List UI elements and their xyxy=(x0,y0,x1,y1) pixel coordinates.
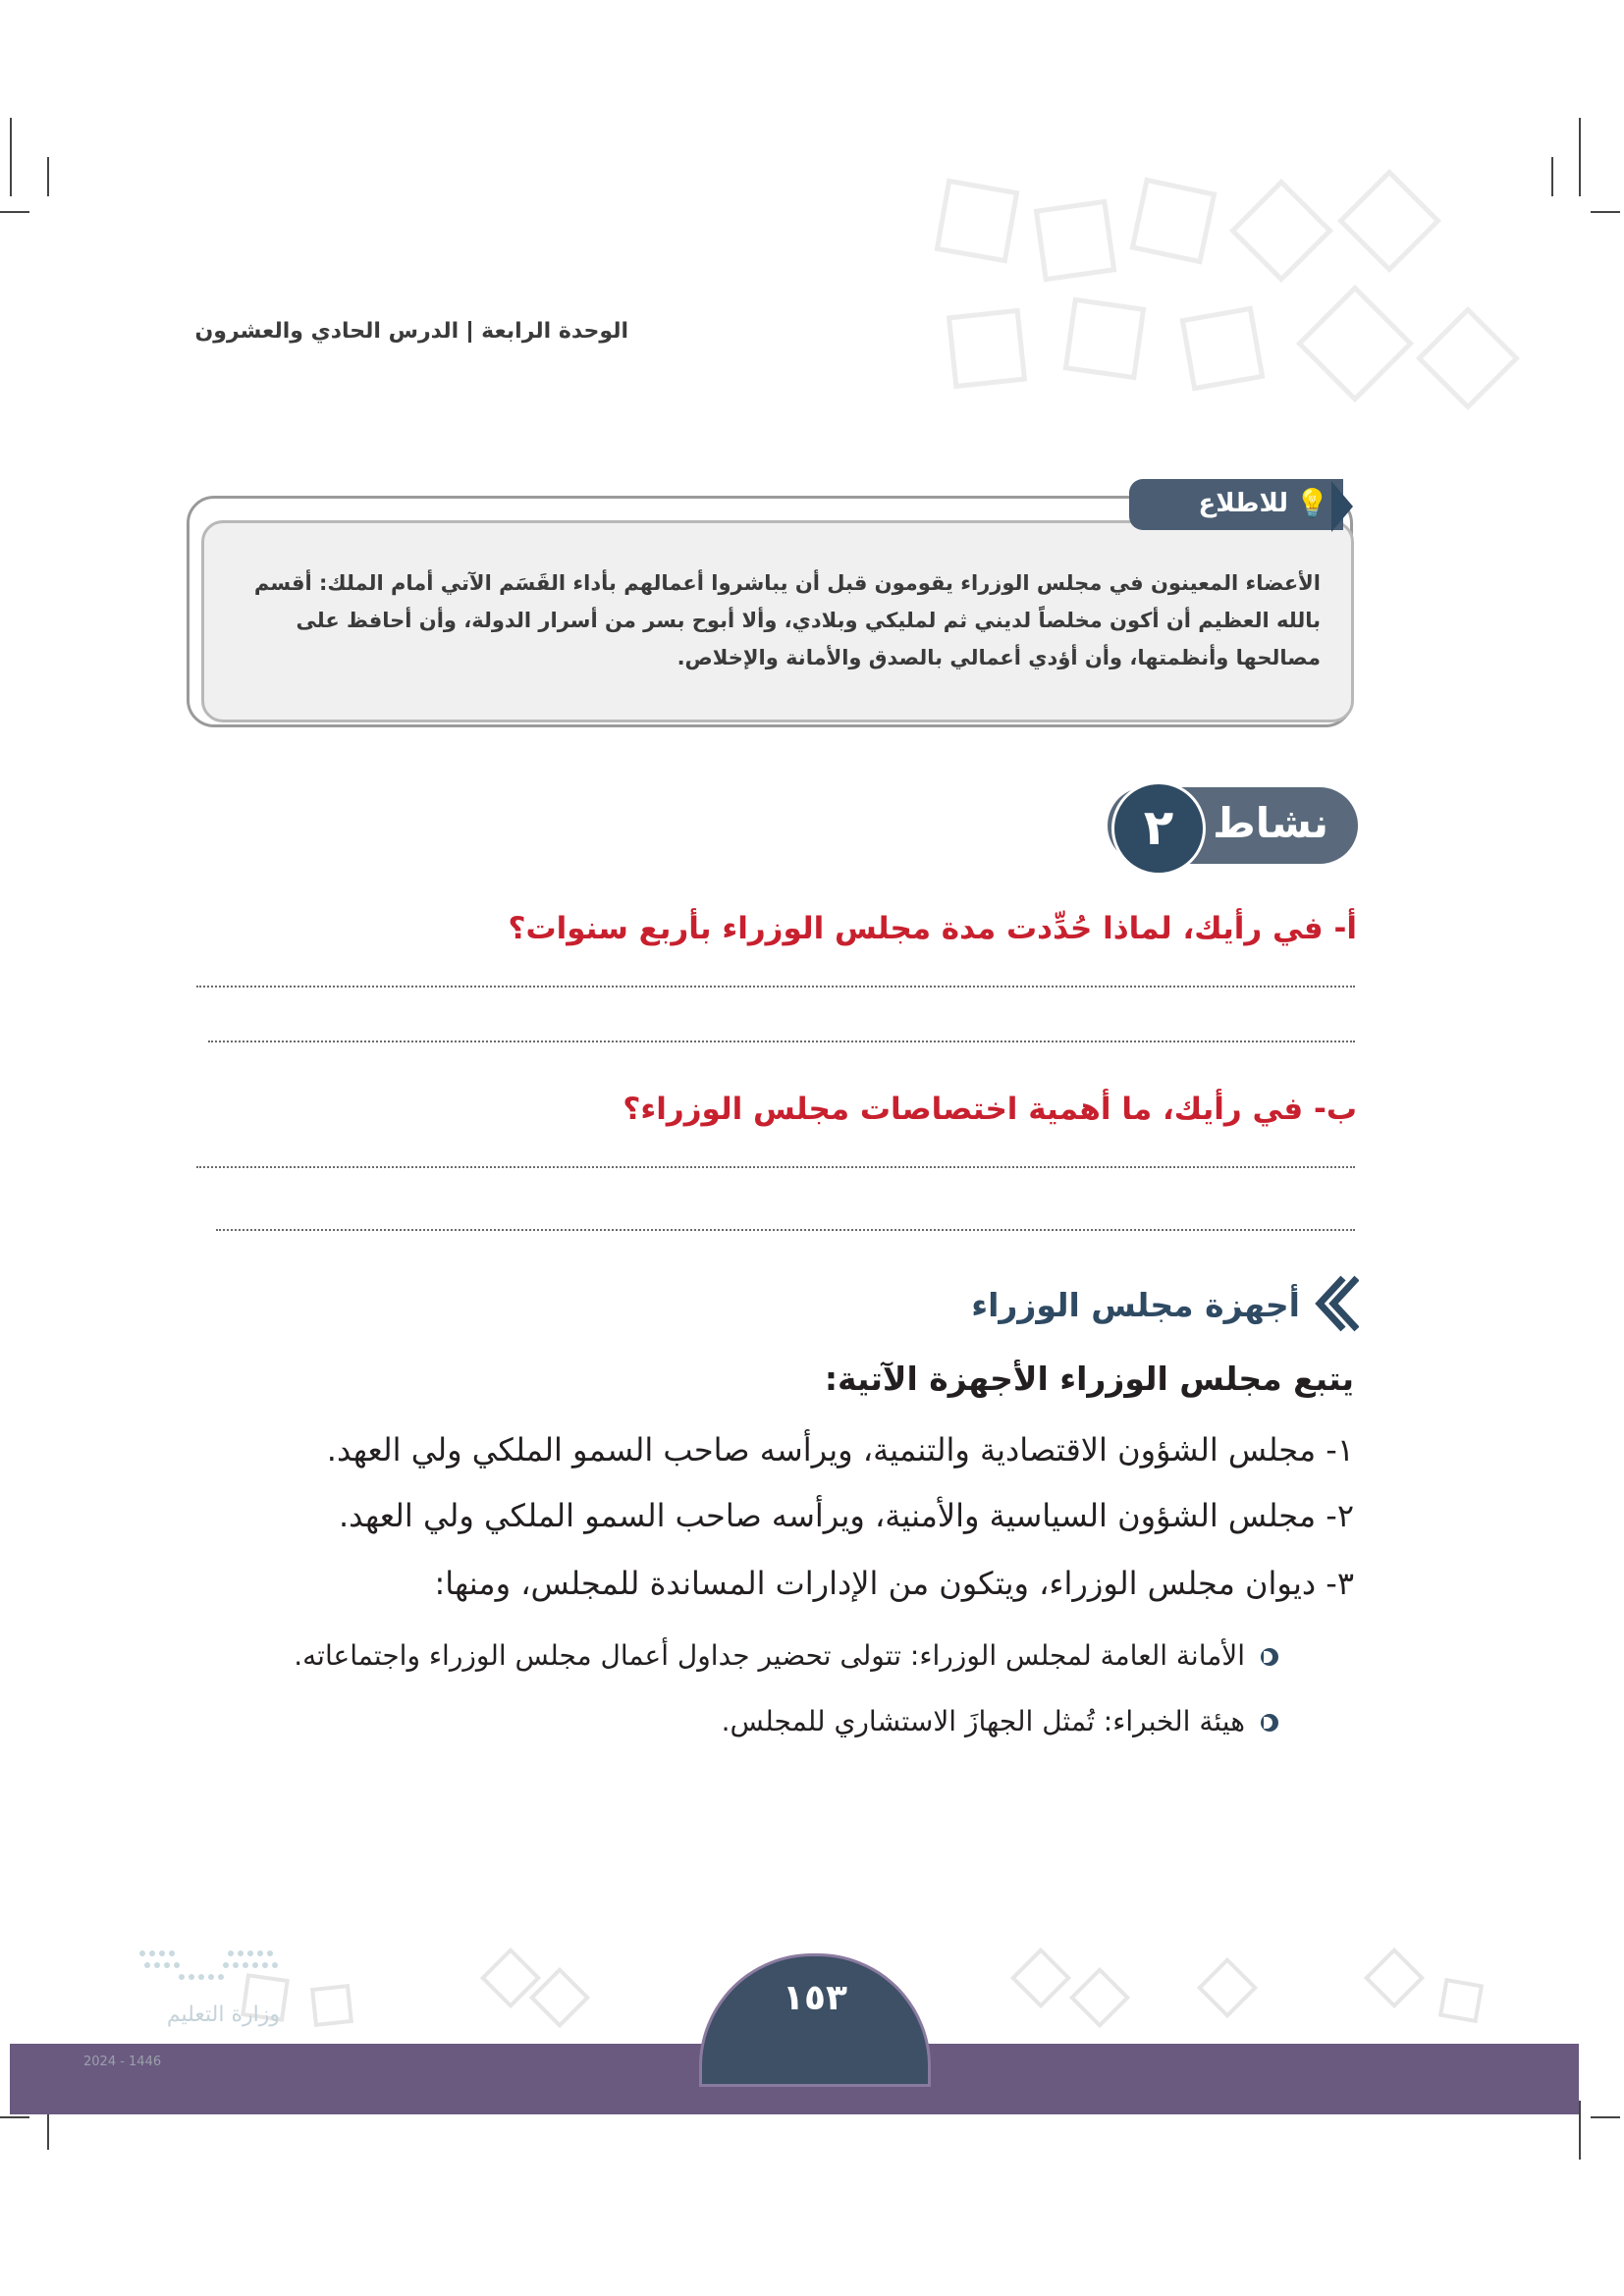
crop-mark xyxy=(1591,211,1620,213)
header-divider xyxy=(468,321,471,343)
lightbulb-book-icon: 💡 xyxy=(1295,487,1329,519)
answer-line[interactable] xyxy=(196,986,1355,988)
answer-line[interactable] xyxy=(208,1041,1355,1042)
activity-label: نشاط xyxy=(1213,799,1328,847)
bullet-item xyxy=(722,1705,1278,1737)
page-number: ١٥٣ xyxy=(783,1978,847,2018)
crop-mark xyxy=(1579,2101,1581,2160)
answer-line[interactable] xyxy=(216,1229,1355,1231)
unit-label: الوحدة الرابعة xyxy=(481,319,628,344)
ministry-name: وزارة التعليم xyxy=(166,2002,280,2027)
question-b: ب- في رأيك، ما أهمية اختصاصات مجلس الوزراء؟ xyxy=(623,1092,1357,1127)
ministry-year: 2024 - 1446 xyxy=(83,2055,162,2069)
list-item: ١- مجلس الشؤون الاقتصادية والتنمية، ويرأسه صاحب السمو الملكي ولي العهد. xyxy=(326,1431,1354,1468)
list-item: ٣- ديوان مجلس الوزراء، ويتكون من الإدارات المساندة للمجلس، ومنها: xyxy=(434,1565,1354,1602)
section-title: أجهزة مجلس الوزراء xyxy=(971,1286,1300,1324)
crop-mark xyxy=(1591,2116,1620,2118)
activity-number: ٢ xyxy=(1111,781,1206,876)
info-box-title: للاطلاع xyxy=(1198,489,1288,518)
answer-line[interactable] xyxy=(196,1166,1355,1168)
section-intro: يتبع مجلس الوزراء الأجهزة الآتية: xyxy=(824,1360,1354,1398)
chevron-right-icon xyxy=(1331,481,1353,532)
decorative-pattern xyxy=(923,167,1532,491)
crop-mark xyxy=(47,157,49,196)
bullet-item xyxy=(294,1639,1278,1672)
bullet-text: الأمانة العامة لمجلس الوزراء: تتولى تحضير جداول أعمال مجلس الوزراء واجتماعاته. xyxy=(294,1639,1245,1672)
page-header xyxy=(39,319,628,344)
info-box-text: الأعضاء المعينون في مجلس الوزراء يقومون قبل أن يباشروا أعمالهم بأداء القَسَم الآتي أمام الملك: أقسم بالله العظيم أن أكون مخلصاً لديني ثم لمليكي وبلادي، وألا أبوح بسر من أسرار الدولة، وأن أحافظ على مصالحها وأنظمتها، وأن أؤدي أعمالي بالصدق والأمانة والإخلاص. xyxy=(253,571,1321,669)
crop-mark xyxy=(10,118,12,196)
list-item: ٢- مجلس الشؤون السياسية والأمنية، ويرأسه صاحب السمو الملكي ولي العهد. xyxy=(338,1497,1354,1534)
bullet-icon xyxy=(1261,1714,1278,1732)
bullet-text: هيئة الخبراء: تُمثل الجهازَ الاستشاري للمجلس. xyxy=(721,1705,1245,1737)
ministry-logo-icon xyxy=(83,1944,299,2002)
crop-mark xyxy=(1579,118,1581,196)
crop-mark xyxy=(1551,157,1553,196)
crop-mark xyxy=(0,2116,29,2118)
crop-mark xyxy=(0,211,29,213)
bullet-icon xyxy=(1261,1648,1278,1666)
question-a: أ- في رأيك، لماذا حُدِّدت مدة مجلس الوزراء بأربع سنوات؟ xyxy=(508,911,1357,946)
lesson-label: الدرس الحادي والعشرون xyxy=(194,319,460,344)
info-box-tab xyxy=(1129,479,1343,530)
double-chevron-icon xyxy=(1314,1274,1359,1333)
